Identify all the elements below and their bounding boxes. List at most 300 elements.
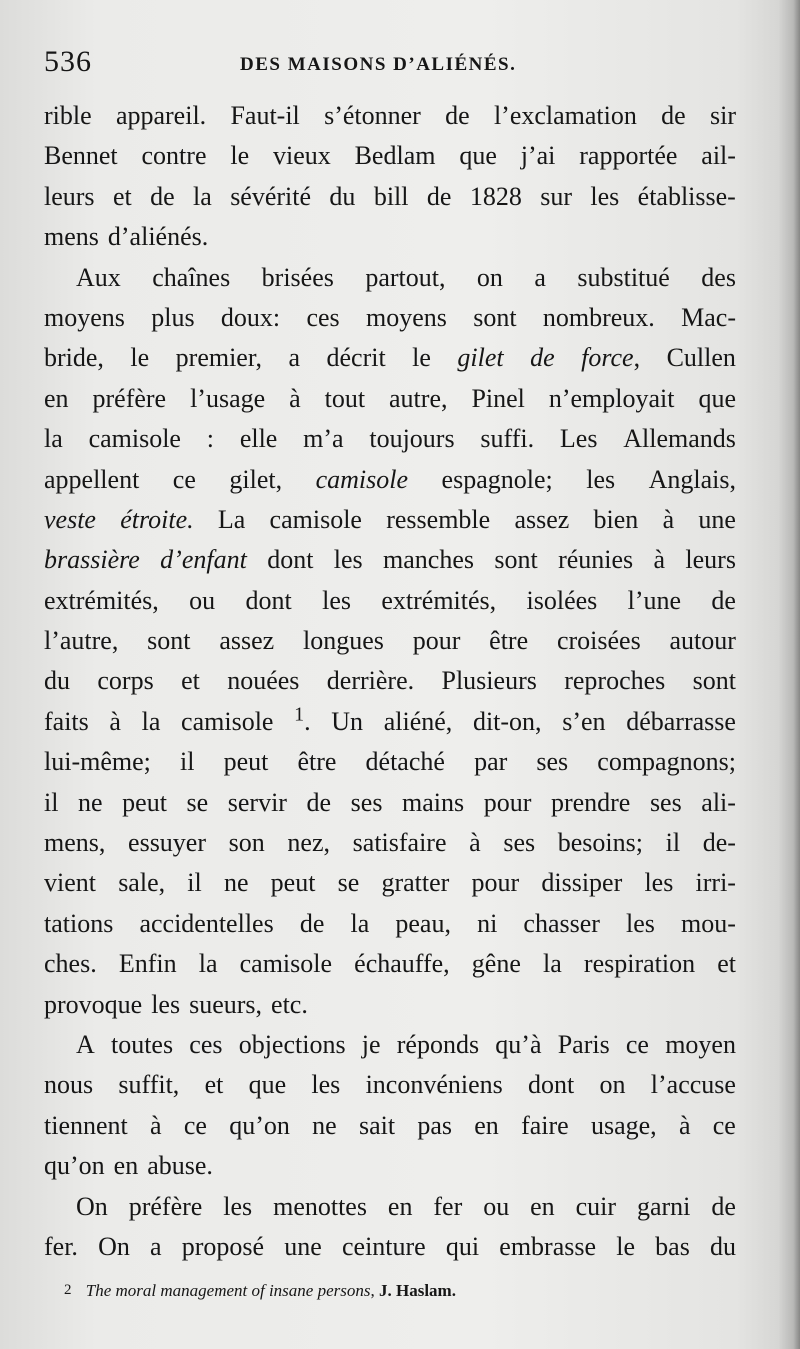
word — [474, 742, 507, 782]
word — [329, 177, 355, 217]
word — [303, 621, 384, 661]
text-line — [44, 581, 736, 621]
word — [199, 944, 218, 984]
word-part: de — [711, 1191, 736, 1221]
word — [713, 1106, 736, 1146]
word-part: prendre — [550, 787, 631, 817]
word-part: besoins; — [557, 828, 643, 858]
word-part: . — [304, 706, 311, 736]
word — [44, 1106, 128, 1146]
word-part: Enfin — [118, 949, 177, 979]
word — [503, 823, 535, 863]
word-part: et — [112, 181, 132, 211]
word-part: proposé — [181, 1231, 265, 1261]
text-line — [44, 298, 736, 338]
word — [600, 1065, 626, 1105]
word — [551, 783, 630, 823]
word — [326, 338, 385, 378]
word — [316, 460, 408, 500]
word-part: menottes — [273, 1191, 367, 1221]
word — [685, 540, 736, 580]
word — [152, 258, 230, 298]
word-part: les — [626, 908, 655, 938]
word-part: tiennent — [44, 1110, 128, 1140]
word-part: a — [534, 262, 546, 292]
text-line — [44, 863, 736, 903]
footnote-ref: 1 — [294, 703, 305, 726]
word — [229, 823, 265, 863]
word — [696, 863, 736, 903]
word-part: réponds — [396, 1029, 480, 1059]
word — [473, 298, 516, 338]
word — [417, 1106, 452, 1146]
word — [362, 1025, 381, 1065]
text-line — [44, 500, 736, 540]
word — [590, 177, 619, 217]
word — [189, 1025, 222, 1065]
word — [147, 621, 190, 661]
word — [477, 904, 497, 944]
word — [523, 904, 600, 944]
word — [249, 1065, 287, 1105]
word — [670, 621, 736, 661]
word — [663, 500, 675, 540]
word-part: longues — [302, 626, 384, 656]
word — [626, 1025, 649, 1065]
word — [558, 540, 633, 580]
word — [701, 783, 736, 823]
word-part: fer — [433, 1191, 463, 1221]
word — [139, 904, 273, 944]
word-part: sont — [692, 666, 736, 696]
text-line — [44, 217, 736, 257]
word — [307, 783, 332, 823]
word-part: la — [44, 424, 63, 454]
word-part: et — [204, 1070, 224, 1100]
word — [150, 177, 175, 217]
word-part: que — [248, 1070, 287, 1100]
word — [270, 500, 362, 540]
word — [665, 1025, 736, 1065]
word-part: les — [322, 585, 351, 615]
word-part: faire — [521, 1110, 569, 1140]
word — [173, 460, 196, 500]
text-line — [44, 742, 736, 782]
word-part: de — [711, 585, 736, 615]
word — [224, 863, 249, 903]
word — [207, 419, 214, 459]
word-part: de- — [702, 828, 736, 858]
word — [514, 500, 569, 540]
word-part: ou — [483, 1191, 510, 1221]
word — [369, 419, 454, 459]
word-part: faits — [44, 706, 89, 736]
word-part: suffi. — [480, 424, 535, 454]
word — [350, 904, 369, 944]
word — [273, 1187, 367, 1227]
word — [97, 661, 153, 701]
word — [366, 742, 445, 782]
word-part: servir — [227, 787, 287, 817]
word — [189, 581, 215, 621]
word-part: réunies — [558, 545, 634, 575]
word-part: On — [98, 1231, 130, 1261]
word-part: se — [337, 868, 360, 898]
word — [113, 177, 132, 217]
word — [445, 96, 470, 136]
word-part: il — [44, 787, 59, 817]
text-line — [44, 1227, 736, 1267]
word-part: tations — [44, 908, 114, 938]
word-part: autre, — [389, 383, 448, 413]
word — [528, 1065, 574, 1105]
word — [122, 783, 167, 823]
word-part: , — [633, 343, 641, 373]
word — [306, 298, 339, 338]
word — [474, 1106, 499, 1146]
word — [594, 500, 639, 540]
word — [44, 136, 118, 176]
word — [116, 96, 206, 136]
text-line — [44, 1106, 736, 1146]
word-part: camisole — [315, 464, 409, 494]
word-part: ne — [223, 868, 249, 898]
word-part: qu’à — [495, 1029, 542, 1059]
word-part: Aux — [76, 262, 121, 292]
word — [540, 177, 572, 217]
page-edge-shadow — [778, 0, 800, 1349]
word — [637, 1187, 690, 1227]
text-line — [44, 460, 736, 500]
word-part: ses — [536, 747, 569, 777]
word — [76, 1187, 108, 1227]
word-part: croisées — [556, 626, 641, 656]
word-part: il — [665, 828, 681, 858]
word-part: qui — [445, 1231, 480, 1261]
word — [644, 863, 673, 903]
word-part: camisole — [269, 504, 362, 534]
word — [616, 1227, 635, 1267]
word-part: le — [412, 343, 431, 373]
text-line — [44, 177, 736, 217]
word-part: cuir — [575, 1191, 617, 1221]
word-part: irri- — [695, 868, 736, 898]
footnote-number: 2 — [64, 1282, 72, 1298]
word — [477, 258, 503, 298]
word-part: bill — [373, 181, 409, 211]
word — [650, 783, 682, 823]
word-part: sont — [147, 626, 191, 656]
word — [351, 783, 383, 823]
word — [218, 500, 245, 540]
word — [626, 904, 655, 944]
word-part: nez, — [287, 828, 331, 858]
word-part: objections — [238, 1029, 346, 1059]
word-part: Bennet — [44, 141, 118, 171]
word-part: peut — [270, 868, 316, 898]
word — [655, 1227, 690, 1267]
word — [119, 944, 177, 984]
word-part: doux: — [220, 302, 281, 332]
word-part: bride, — [44, 343, 104, 373]
word-part: dissiper — [541, 868, 623, 898]
word-part: etc. — [271, 989, 308, 1019]
word-part: ne — [78, 787, 103, 817]
word-part: ali- — [701, 787, 736, 817]
word — [44, 702, 89, 742]
word — [287, 823, 330, 863]
word-part: A — [76, 1029, 95, 1059]
word — [89, 419, 181, 459]
word-part: toujours — [369, 424, 455, 454]
word-part: leurs — [44, 181, 95, 211]
word — [118, 863, 165, 903]
word — [297, 742, 336, 782]
word-part: moyens — [44, 302, 125, 332]
word — [118, 1065, 179, 1105]
word-part: nombreux. — [542, 302, 655, 332]
word-part: Pinel — [471, 383, 525, 413]
word-part: sont — [473, 302, 517, 332]
word-part: les — [151, 989, 181, 1019]
word-part: et — [717, 949, 736, 979]
word — [338, 863, 360, 903]
word-part: dont — [528, 1070, 575, 1100]
word — [44, 661, 70, 701]
word — [223, 1187, 252, 1227]
word-part: l’autre, — [44, 626, 119, 656]
word-part: la — [193, 181, 212, 211]
word-part: ces — [306, 302, 340, 332]
word — [176, 338, 262, 378]
word — [586, 460, 615, 500]
word — [703, 823, 736, 863]
footnote-separator: , — [370, 1281, 379, 1300]
word — [543, 944, 562, 984]
word — [108, 217, 208, 257]
word — [365, 258, 445, 298]
word-part: il — [187, 868, 202, 898]
word-part: ce — [183, 1110, 207, 1140]
word — [230, 136, 249, 176]
word — [294, 702, 311, 742]
word-part: dont — [267, 545, 314, 575]
word-part: du — [710, 1231, 736, 1261]
word — [402, 783, 464, 823]
word-part: le — [616, 1231, 635, 1261]
word — [353, 823, 447, 863]
word — [44, 904, 113, 944]
text-line — [44, 823, 736, 863]
word-part: de — [426, 181, 452, 211]
word — [78, 783, 103, 823]
word-part: peut — [223, 747, 269, 777]
word-part: camisole — [181, 706, 274, 736]
word — [558, 823, 643, 863]
word — [180, 742, 194, 782]
word-part: nouées — [227, 666, 300, 696]
word-part: à — [289, 383, 301, 413]
word-part: qu’on — [44, 1151, 105, 1181]
word — [342, 1227, 426, 1267]
word — [355, 136, 436, 176]
word-part: la — [141, 706, 161, 736]
word-part: en — [113, 1151, 139, 1181]
word — [381, 581, 496, 621]
word-part: sueurs, — [189, 989, 263, 1019]
text-line — [44, 136, 736, 176]
word — [44, 338, 104, 378]
word — [142, 136, 207, 176]
word-part: reproches — [564, 666, 666, 696]
footnote — [64, 1278, 456, 1303]
word — [44, 742, 151, 782]
word — [190, 379, 265, 419]
word — [562, 702, 605, 742]
word — [389, 379, 447, 419]
footnote-author: J. Haslam. — [378, 1281, 456, 1300]
word-part: de — [150, 181, 175, 211]
word — [581, 338, 640, 378]
word-part: garni — [636, 1191, 691, 1221]
word-part: usage, — [590, 1110, 657, 1140]
word — [717, 944, 736, 984]
word — [239, 1025, 346, 1065]
word-part: sévérité — [230, 181, 312, 211]
word-part: inconvéniens — [365, 1070, 503, 1100]
word-part: abuse. — [147, 1151, 213, 1181]
word — [327, 661, 414, 701]
word — [711, 581, 736, 621]
word-part: j’ai — [520, 141, 556, 171]
word-part: dit-on, — [472, 706, 542, 736]
word — [577, 258, 669, 298]
word-part: les — [311, 1070, 341, 1100]
word-part: force — [581, 343, 634, 373]
text-line — [44, 338, 736, 378]
text-line — [44, 1065, 736, 1105]
word — [44, 540, 140, 580]
text-line — [44, 96, 736, 136]
word — [334, 540, 363, 580]
word-part: a — [150, 1231, 162, 1261]
word — [534, 258, 546, 298]
word — [229, 1106, 290, 1146]
word-part: ce — [172, 464, 196, 494]
word — [271, 863, 316, 903]
word-part: peut — [122, 787, 167, 817]
word — [395, 904, 451, 944]
word — [710, 96, 736, 136]
word-part: 1828 — [469, 181, 522, 211]
word — [128, 823, 206, 863]
word — [289, 379, 301, 419]
word — [98, 1227, 130, 1267]
word — [710, 1227, 736, 1267]
word-part: brisées — [261, 262, 334, 292]
text-line — [44, 419, 736, 459]
word — [221, 298, 280, 338]
word — [262, 258, 334, 298]
word — [701, 258, 736, 298]
word-part: nous — [44, 1070, 94, 1100]
word — [472, 944, 521, 984]
word-part: rapportée — [579, 141, 678, 171]
word — [182, 1227, 264, 1267]
word-part: Plusieurs — [441, 666, 537, 696]
word-part: les — [333, 545, 363, 575]
word-part: Paris — [557, 1029, 610, 1059]
word — [480, 419, 534, 459]
word — [219, 621, 274, 661]
word — [470, 177, 522, 217]
word-part: des — [701, 262, 736, 292]
word — [322, 581, 351, 621]
word — [44, 177, 95, 217]
word-part: ceinture — [341, 1231, 426, 1261]
word — [44, 217, 99, 257]
word — [388, 1187, 413, 1227]
word-part: pour — [483, 787, 532, 817]
word-part: la — [543, 949, 562, 979]
footnote-title: The moral management of insane persons — [85, 1281, 371, 1300]
word-part: rible — [44, 101, 92, 130]
word-part: pour — [412, 626, 461, 656]
word — [331, 702, 363, 742]
word-part: respiration — [583, 949, 696, 979]
word — [412, 338, 431, 378]
word-part: leurs — [685, 545, 736, 575]
word — [698, 500, 736, 540]
word-part: une — [284, 1231, 322, 1261]
word — [300, 904, 325, 944]
word-part: satisfaire — [352, 828, 447, 858]
word-part: débarrasse — [626, 706, 736, 736]
word — [541, 863, 622, 903]
word — [181, 702, 273, 742]
word — [114, 1146, 139, 1186]
word — [111, 1025, 173, 1065]
text-line — [44, 702, 736, 742]
word — [711, 1187, 736, 1227]
word-part: chasser — [523, 908, 600, 938]
word-part: à — [109, 706, 121, 736]
word — [151, 298, 194, 338]
word-part: être — [297, 747, 337, 777]
word-part: s’étonner — [324, 101, 421, 130]
text-line — [44, 379, 736, 419]
word-part: échauffe, — [354, 949, 450, 979]
text-line — [44, 1187, 736, 1227]
word-part: extrémités, — [44, 585, 159, 615]
page-number: 536 — [44, 45, 92, 78]
word-part: s’en — [562, 706, 606, 736]
word — [495, 1025, 541, 1065]
word-part: que — [459, 141, 497, 171]
word-part: de — [661, 101, 686, 130]
word-part: vieux — [272, 141, 331, 171]
word-part: de — [306, 787, 332, 817]
word — [549, 379, 675, 419]
word-part: l’exclamation — [493, 101, 637, 130]
word — [521, 1106, 569, 1146]
word-part: que — [698, 383, 736, 413]
word — [638, 177, 736, 217]
word-part: l’une — [627, 585, 682, 615]
word-part: Bedlam — [354, 141, 436, 171]
word-part: à — [678, 1110, 691, 1140]
word-part: bas — [655, 1231, 690, 1261]
